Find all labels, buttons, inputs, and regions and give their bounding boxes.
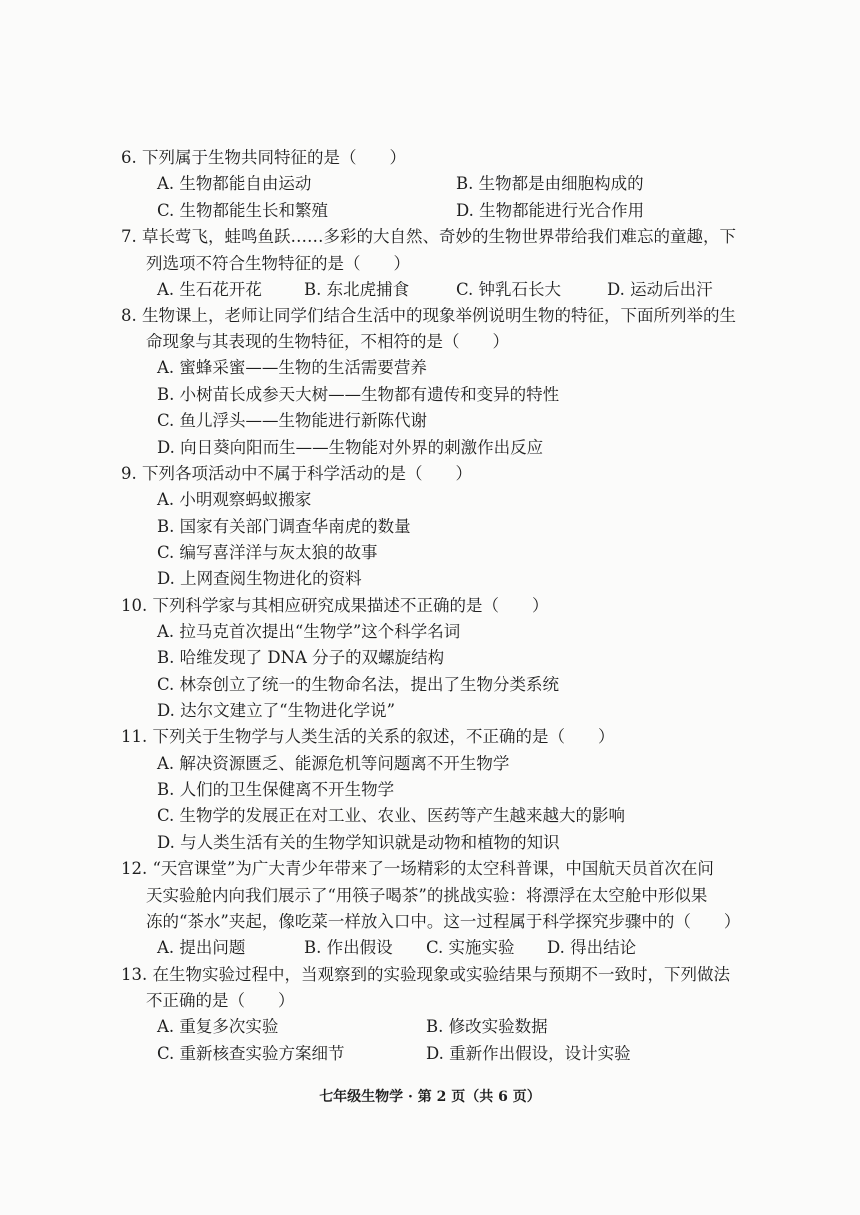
question-8-option-d: D. 向日葵向阳而生——生物能对外界的刺激作出反应 — [157, 438, 544, 457]
page-footer: 七年级生物学 · 第 2 页（共 6 页） — [319, 1089, 541, 1105]
question-11-option-b: B. 人们的卫生保健离不开生物学 — [157, 780, 395, 799]
question-13-option-d: D. 重新作出假设，设计实验 — [426, 1044, 631, 1063]
question-6-option-c: C. 生物都能生长和繁殖 — [157, 201, 329, 220]
question-12-option-a: A. 提出问题 — [157, 938, 246, 957]
question-7-option-c: C. 钟乳石长大 — [456, 280, 562, 299]
question-10-option-a: A. 拉马克首次提出“生物学”这个科学名词 — [157, 622, 461, 641]
question-6-stem: 6. 下列属于生物共同特征的是（ ） — [121, 148, 406, 167]
question-10-option-b: B. 哈维发现了 DNA 分子的双螺旋结构 — [157, 648, 445, 667]
question-9-option-c: C. 编写喜洋洋与灰太狼的故事 — [157, 543, 378, 562]
question-8-option-b: B. 小树苗长成参天大树——生物都有遗传和变异的特性 — [157, 385, 560, 404]
question-9-option-d: D. 上网查阅生物进化的资料 — [157, 569, 362, 588]
question-8-option-a: A. 蜜蜂采蜜——生物的生活需要营养 — [157, 358, 427, 377]
question-12-option-c: C. 实施实验 — [426, 938, 515, 957]
question-6-option-d: D. 生物都能进行光合作用 — [456, 201, 645, 220]
question-10-option-d: D. 达尔文建立了“生物进化学说” — [157, 701, 396, 720]
question-8-option-c: C. 鱼儿浮头——生物能进行新陈代谢 — [157, 411, 428, 430]
question-13-option-c: C. 重新核查实验方案细节 — [157, 1044, 345, 1063]
question-12-stem-line1: 12. “天宫课堂”为广大青少年带来了一场精彩的太空科普课，中国航天员首次在问 — [121, 859, 714, 878]
question-12-option-d: D. 得出结论 — [547, 938, 637, 957]
question-7-option-a: A. 生石花开花 — [157, 280, 262, 299]
question-7-stem-line1: 7. 草长莺飞，蛙鸣鱼跃……多彩的大自然、奇妙的生物世界带给我们难忘的童趣，下 — [121, 227, 736, 246]
question-13-option-b: B. 修改实验数据 — [426, 1017, 548, 1036]
question-7-option-d: D. 运动后出汗 — [607, 280, 713, 299]
question-6-option-b: B. 生物都是由细胞构成的 — [456, 174, 644, 193]
question-11-option-a: A. 解决资源匮乏、能源危机等问题离不开生物学 — [157, 754, 510, 773]
question-8-stem-line1: 8. 生物课上，老师让同学们结合生活中的现象举例说明生物的特征，下面所列举的生 — [121, 306, 736, 325]
question-13-option-a: A. 重复多次实验 — [157, 1017, 279, 1036]
question-8-stem-line2: 命现象与其表现的生物特征，不相符的是（ ） — [146, 332, 509, 351]
question-12-stem-line3: 冻的“茶水”夹起，像吃菜一样放入口中。这一过程属于科学探究步骤中的（ ） — [146, 912, 741, 931]
question-7-option-b: B. 东北虎捕食 — [304, 280, 410, 299]
question-11-option-d: D. 与人类生活有关的生物学知识就是动物和植物的知识 — [157, 833, 560, 852]
question-11-option-c: C. 生物学的发展正在对工业、农业、医药等产生越来越大的影响 — [157, 806, 626, 825]
question-12-option-b: B. 作出假设 — [304, 938, 393, 957]
question-13-stem-line2: 不正确的是（ ） — [146, 991, 295, 1010]
question-6-option-a: A. 生物都能自由运动 — [157, 174, 312, 193]
question-12-stem-line2: 天实验舱内向我们展示了“用筷子喝茶”的挑战实验：将漂浮在太空舱中形似果 — [146, 886, 708, 905]
question-9-option-b: B. 国家有关部门调查华南虎的数量 — [157, 517, 411, 536]
question-10-option-c: C. 林奈创立了统一的生物命名法，提出了生物分类系统 — [157, 675, 560, 694]
question-11-stem: 11. 下列关于生物学与人类生活的关系的叙述，不正确的是（ ） — [121, 727, 615, 746]
question-13-stem-line1: 13. 在生物实验过程中，当观察到的实验现象或实验结果与预期不一致时，下列做法 — [121, 965, 730, 984]
question-10-stem: 10. 下列科学家与其相应研究成果描述不正确的是（ ） — [121, 596, 549, 615]
question-7-stem-line2: 列选项不符合生物特征的是（ ） — [146, 254, 410, 273]
question-9-stem: 9. 下列各项活动中不属于科学活动的是（ ） — [121, 464, 472, 483]
question-9-option-a: A. 小明观察蚂蚁搬家 — [157, 490, 312, 509]
